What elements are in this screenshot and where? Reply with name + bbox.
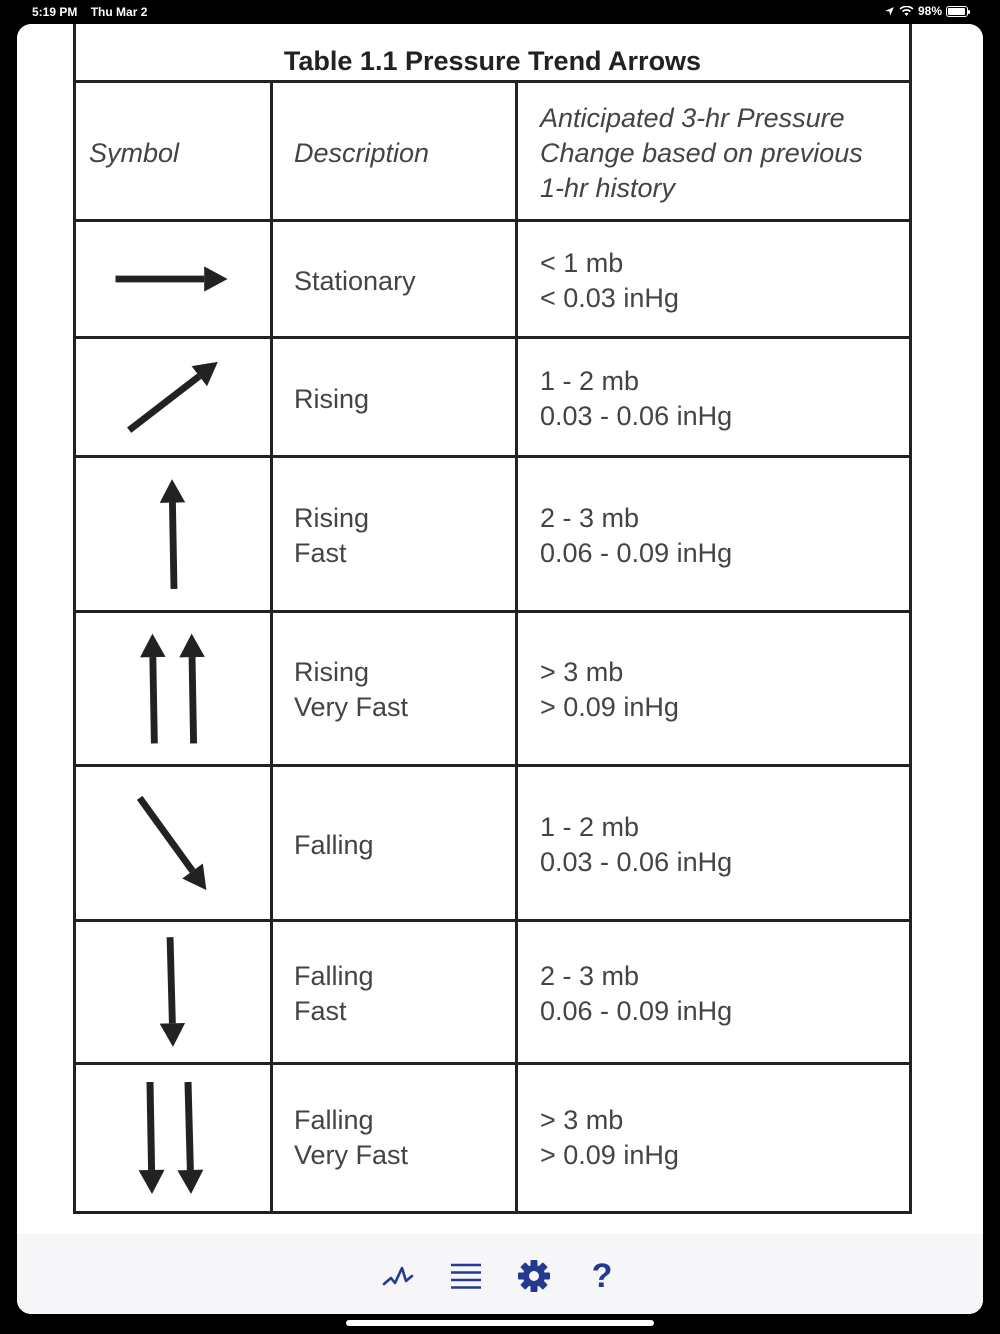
- table-row: [76, 767, 909, 922]
- description-line1: Falling: [294, 961, 374, 991]
- description-line2: Fast: [294, 538, 347, 568]
- home-indicator[interactable]: [346, 1320, 654, 1326]
- change-inhg: < 0.03 inHg: [540, 283, 679, 313]
- table-row: [76, 339, 909, 458]
- table-row: [76, 922, 909, 1065]
- document-sheet: [17, 24, 983, 1314]
- arrow-down-right-icon: [76, 767, 270, 919]
- arrow-up-right-icon: [76, 339, 270, 455]
- description-line2: Very Fast: [294, 692, 409, 722]
- double-arrow-down-icon: [76, 1065, 270, 1211]
- header-symbol: Symbol: [89, 138, 180, 168]
- header-change-line3: 1-hr history: [540, 173, 676, 203]
- table-grid: [76, 83, 909, 1211]
- bottom-toolbar: [17, 1234, 983, 1314]
- change-mb: 1 - 2 mb: [540, 812, 640, 842]
- header-description: Description: [294, 138, 430, 168]
- description-line2: Fast: [294, 996, 347, 1026]
- change-inhg: 0.03 - 0.06 inHg: [540, 847, 733, 877]
- symbol-cell: [76, 339, 270, 455]
- header-change-line2: Change based on previous: [540, 138, 863, 168]
- document-view[interactable]: [51, 34, 931, 1232]
- change-mb: > 3 mb: [540, 657, 624, 687]
- symbol-cell: [76, 922, 270, 1062]
- symbol-cell: [76, 222, 270, 336]
- table-row: [76, 458, 909, 613]
- pressure-trend-table: [73, 24, 912, 1214]
- table-row: [76, 613, 909, 767]
- arrow-up-icon: [76, 458, 270, 610]
- change-mb: 2 - 3 mb: [540, 503, 640, 533]
- symbol-cell: [76, 613, 270, 764]
- header-row: [76, 83, 909, 222]
- symbol-cell: [76, 767, 270, 919]
- list-button[interactable]: [449, 1258, 483, 1294]
- change-inhg: 0.03 - 0.06 inHg: [540, 401, 733, 431]
- table-row: [76, 1065, 909, 1211]
- list-icon: [450, 1261, 482, 1291]
- help-icon: ?: [591, 1257, 613, 1295]
- change-mb: 2 - 3 mb: [540, 961, 640, 991]
- wifi-icon: [899, 6, 914, 17]
- location-icon: [884, 6, 895, 17]
- settings-button[interactable]: [517, 1258, 551, 1294]
- description-line1: Rising: [294, 657, 370, 687]
- status-date: Thu Mar 2: [90, 5, 148, 19]
- change-mb: < 1 mb: [540, 248, 624, 278]
- status-time: 5:19 PM: [32, 5, 78, 19]
- symbol-cell: [76, 1065, 270, 1211]
- description-line2: Very Fast: [294, 1140, 409, 1170]
- status-bar: [0, 0, 1000, 24]
- description-line1: Stationary: [294, 266, 416, 296]
- table-title: Table 1.1 Pressure Trend Arrows: [76, 37, 909, 83]
- change-inhg: > 0.09 inHg: [540, 692, 679, 722]
- change-inhg: > 0.09 inHg: [540, 1140, 679, 1170]
- header-change-line1: Anticipated 3-hr Pressure: [540, 103, 845, 133]
- description-line1: Rising: [294, 503, 370, 533]
- description-line1: Falling: [294, 1105, 374, 1135]
- double-arrow-up-icon: [76, 613, 270, 764]
- battery-percent: 98%: [917, 4, 942, 18]
- change-inhg: 0.06 - 0.09 inHg: [540, 996, 733, 1026]
- arrow-down-icon: [76, 922, 270, 1062]
- change-mb: 1 - 2 mb: [540, 366, 640, 396]
- help-button[interactable]: [585, 1258, 619, 1294]
- gear-icon: [517, 1259, 551, 1293]
- symbol-cell: [76, 458, 270, 610]
- change-inhg: 0.06 - 0.09 inHg: [540, 538, 733, 568]
- graph-button[interactable]: [381, 1258, 415, 1294]
- change-mb: > 3 mb: [540, 1105, 624, 1135]
- graph-icon: [382, 1262, 414, 1290]
- battery-icon: [946, 6, 968, 17]
- arrow-right-icon: [76, 222, 270, 336]
- table-row: [76, 222, 909, 339]
- description-line1: Rising: [294, 384, 370, 414]
- description-line1: Falling: [294, 830, 374, 860]
